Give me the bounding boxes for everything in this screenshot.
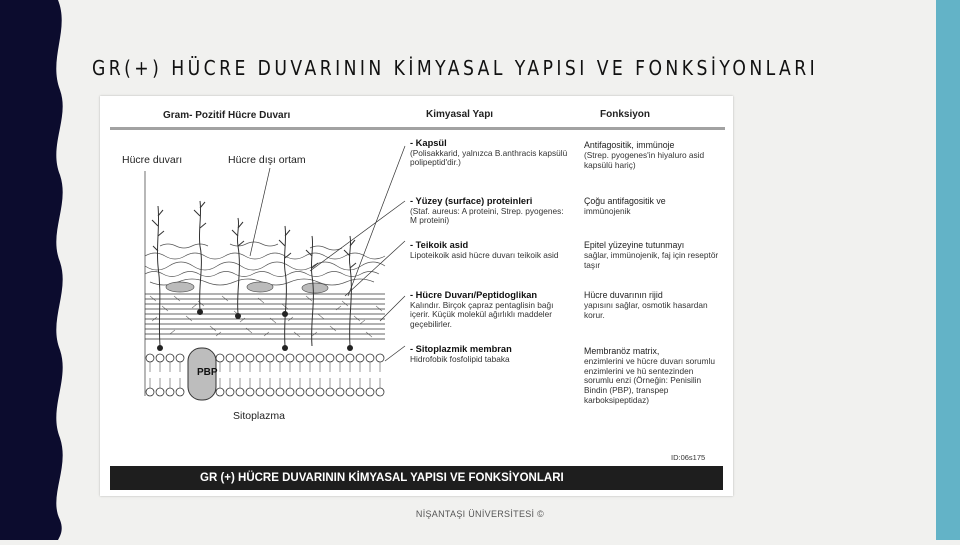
chem-item-title: - Hücre Duvarı/Peptidoglikan xyxy=(410,290,538,300)
capsule-layer xyxy=(145,242,385,285)
chem-item-detail: Lipoteikoik asid hücre duvarı teikoik asid xyxy=(410,249,559,260)
chem-item xyxy=(410,290,572,329)
chem-item xyxy=(410,196,572,226)
chem-item-title: - Yüzey (surface) proteinleri xyxy=(410,196,533,206)
func-header: Fonksiyon xyxy=(600,109,651,120)
figure-id: ID:06s175 xyxy=(671,453,706,462)
label-cytoplasm: Sitoplazma xyxy=(233,410,285,422)
function-detail: enzimlerini ve hücre duvarı sorumlu enzimlerini ve hü sentezinden sorumlu enzi (Örneğin: Penisilin Bindin (PBP), transpep karboksipeptidaz) xyxy=(584,355,715,406)
footer-text: NİŞANTAŞI ÜNİVERSİTESİ © xyxy=(415,509,545,519)
left-header: Gram- Pozitif Hücre Duvarı xyxy=(163,110,291,121)
function-lead: Epitel yüzeyine tutunmayı xyxy=(584,240,685,250)
left-decorative-band xyxy=(0,0,70,540)
function-item xyxy=(584,290,724,320)
chem-item-detail: (Polisakkarid, yalnızca B.anthracis kapsülü polipeptid'dir.) xyxy=(410,147,568,168)
function-lead: Çoğu antifagositik ve xyxy=(584,196,666,206)
chem-item-detail: (Staf. aureus: A proteini, Strep. pyogenes: M proteini) xyxy=(410,205,564,226)
chem-item-detail: Hidrofobik fosfolipid tabaka xyxy=(410,353,510,364)
chem-item xyxy=(410,240,572,260)
function-item xyxy=(584,140,724,170)
chem-item-title: - Sitoplazmik membran xyxy=(410,344,512,354)
pbp-label: PBP xyxy=(197,367,218,378)
label-cell-wall: Hücre duvarı xyxy=(122,154,183,166)
chem-item-title: - Kapsül xyxy=(410,138,447,148)
footer xyxy=(0,509,960,519)
slide-title: GR(+) HÜCRE DUVARININ KİMYASAL YAPISI VE FONKSİYONLARI xyxy=(92,56,819,80)
peptidoglycan-layer xyxy=(145,294,385,339)
function-detail: yapısını sağlar, osmotik hasardan korur. xyxy=(584,299,708,320)
function-detail: sağlar, immünojenik, faj için reseptör taşır xyxy=(584,249,719,270)
chem-item-detail: Kalındır. Birçok çapraz pentaglisin bağı içerir. Küçük molekül ağırlıklı maddeler geçebilirler. xyxy=(410,299,554,329)
function-lead: Antifagositik, immünoje xyxy=(584,140,675,150)
cell-wall-figure xyxy=(100,96,733,496)
function-item xyxy=(584,240,724,270)
function-detail: (Strep. pyogenes'in hiyaluro asid kapsülü hariç) xyxy=(584,149,705,170)
function-detail: immünojenik xyxy=(584,205,631,216)
figure-caption: GR (+) HÜCRE DUVARININ KİMYASAL YAPISI VE FONKSİYONLARI xyxy=(110,466,723,490)
right-accent-band xyxy=(936,0,960,540)
chem-item xyxy=(410,344,572,364)
function-item xyxy=(584,346,724,406)
function-lead: Membranöz matrix, xyxy=(584,346,660,356)
label-outside: Hücre dışı ortam xyxy=(228,154,306,166)
chem-header: Kimyasal Yapı xyxy=(426,109,494,120)
function-lead: Hücre duvarının rijid xyxy=(584,290,663,300)
chem-item-title: - Teikoik asid xyxy=(410,240,469,250)
chem-item xyxy=(410,138,572,168)
cytoplasmic-membrane xyxy=(146,348,384,400)
function-item xyxy=(584,196,724,217)
